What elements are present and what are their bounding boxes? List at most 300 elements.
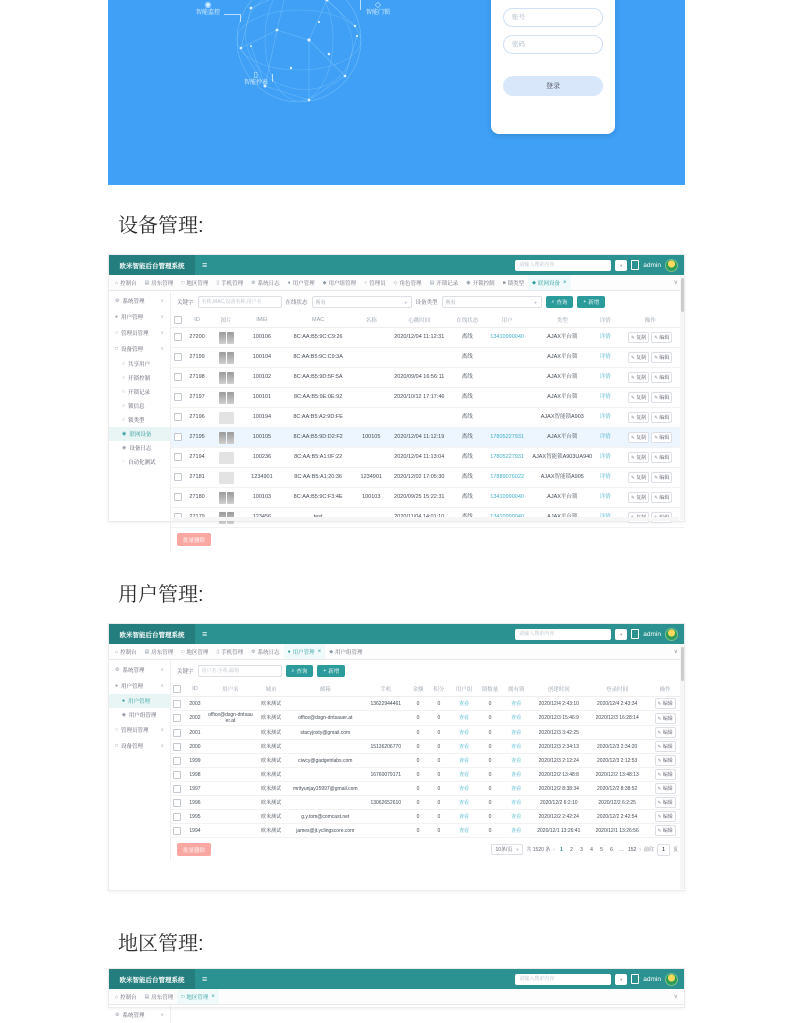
- search-icon: ⌕: [551, 298, 555, 305]
- sidebar-item[interactable]: ○ 开锁控制: [122, 375, 151, 382]
- connector-line: [272, 74, 273, 82]
- view-locks-link[interactable]: 查看: [503, 740, 530, 754]
- user-link[interactable]: [484, 348, 531, 368]
- chevron-down-icon[interactable]: ∨: [673, 280, 678, 286]
- edit-icon: ✎: [631, 335, 635, 340]
- scrollbar-thumb[interactable]: [681, 647, 684, 681]
- edit-icon: ✎: [657, 800, 662, 805]
- status-badge: 离线: [451, 368, 484, 388]
- copy-button[interactable]: ✎ 复制: [628, 492, 649, 503]
- user-group-icon: ◆: [322, 279, 327, 286]
- edit-button[interactable]: ✎ 编辑: [651, 372, 672, 383]
- user-icon: ●: [115, 683, 119, 689]
- nav-tab[interactable]: ⌂ 控制台: [115, 279, 137, 287]
- copy-button[interactable]: ✎ 复制: [628, 372, 649, 383]
- sidebar-item[interactable]: ○ 管理员管理 ∨: [115, 727, 164, 734]
- nav-tab[interactable]: ○ 管理员: [364, 279, 386, 287]
- user-link[interactable]: 13410990040: [484, 328, 531, 348]
- row-checkbox[interactable]: [173, 743, 181, 751]
- table-row[interactable]: 27180 100103 8C:AA:B5:9C:F3:4E 100103 2020/09/25 15:22:31 离线 13410990040 AJAX平台锁 详情 ✎ 复制 ✎ 编辑: [171, 488, 684, 508]
- device-image: [219, 472, 234, 484]
- lock-type-icon: ○: [122, 417, 126, 423]
- nav-tab[interactable]: ⌂ 控制台: [115, 648, 137, 656]
- global-search-input[interactable]: [515, 974, 611, 985]
- nav-tab[interactable]: ◉ 开锁控制: [466, 279, 495, 287]
- search-icon: ⌕: [291, 667, 295, 674]
- table-row[interactable]: 27196 100194 8C:AA:B5:A2:9D:FE 离线 AJAX智能锁A903 详情 ✎ 复制 ✎ 编辑: [171, 408, 684, 428]
- copy-button[interactable]: ✎ 复制: [628, 452, 649, 463]
- view-group-link[interactable]: 查看: [450, 740, 477, 754]
- landlord-icon: ▤: [144, 993, 150, 1000]
- document-icon[interactable]: [631, 629, 639, 639]
- edit-button[interactable]: ✎ 编辑: [655, 698, 676, 709]
- edit-button[interactable]: ✎ 编辑: [651, 332, 672, 343]
- add-button[interactable]: + 新增: [317, 665, 345, 677]
- login-button[interactable]: 登录: [503, 76, 603, 96]
- status-badge: 离线: [451, 448, 484, 468]
- table-row[interactable]: 1994 欧米测试 james@jt.yclingscore.com 0 0 查看 0 查看 2020/12/1 13:26:41 2020/12/1 13:26:56 ✎ 编辑: [171, 824, 684, 838]
- batch-delete-button[interactable]: 批量删除: [177, 843, 211, 856]
- select-all-checkbox[interactable]: [174, 316, 182, 324]
- user-management-screenshot: [108, 623, 685, 891]
- avatar[interactable]: [665, 973, 678, 986]
- sidebar-item[interactable]: ⚙ 系统管理 ∨: [115, 298, 164, 305]
- nav-tab[interactable]: ⌂ 控制台: [115, 993, 137, 1001]
- table-row[interactable]: 1997 欧米测试 mrityunjay15997@gmail.com 0 0 查看 0 查看 2020/12/2 8:38:34 2020/12/2 8:38:52 ✎ 编辑: [171, 782, 684, 796]
- sidebar-item[interactable]: ○ 开锁记录: [122, 389, 151, 396]
- status-badge: 离线: [451, 488, 484, 508]
- device-image: [219, 352, 234, 364]
- row-checkbox[interactable]: [174, 413, 182, 421]
- sidebar-item[interactable]: ○ 共享用户: [122, 361, 151, 368]
- phone-icon: ▯: [253, 70, 259, 79]
- detail-link[interactable]: 详情: [594, 368, 616, 388]
- table-row[interactable]: 27181 1234901 8C:AA:B5:A1:20:36 1234901 2020/12/02 17:05:30 离线 17889076022 AJAX智能锁A905 详情 ✎ 复制 ✎ 编辑: [171, 468, 684, 488]
- device-image: [219, 332, 234, 344]
- table-row[interactable]: 27197 100101 8C:AA:B5:9E:0E:92 2020/10/12 17:17:46 离线 AJAX平台锁 详情 ✎ 复制 ✎ 编辑: [171, 388, 684, 408]
- detail-link[interactable]: 详情: [594, 388, 616, 408]
- next-page-icon[interactable]: ›: [639, 846, 641, 853]
- sidebar-item[interactable]: ● 用户管理 ∨: [115, 314, 164, 321]
- edit-button[interactable]: ✎ 编辑: [655, 825, 676, 836]
- plus-icon: +: [583, 298, 587, 305]
- row-checkbox[interactable]: [173, 729, 181, 737]
- unlock-control-icon: ◉: [466, 279, 471, 286]
- nav-tab[interactable]: ● 用户管理: [287, 279, 315, 287]
- role-icon: ◇: [393, 279, 398, 286]
- page-number[interactable]: 1: [560, 846, 563, 853]
- row-checkbox[interactable]: [173, 813, 181, 821]
- edit-button[interactable]: ✎ 编辑: [651, 412, 672, 423]
- vertical-scrollbar[interactable]: [680, 276, 684, 520]
- edit-icon: ✎: [631, 415, 635, 420]
- device-image: [219, 492, 234, 504]
- nav-tab[interactable]: ▤ 开锁记录: [429, 279, 459, 287]
- scrollbar-thumb[interactable]: [681, 278, 684, 312]
- nav-tab[interactable]: ◆ 用户组管理: [329, 648, 363, 656]
- horizontal-scrollbar[interactable]: [172, 517, 679, 521]
- home-icon: ⌂: [115, 279, 119, 286]
- row-checkbox[interactable]: [174, 493, 182, 501]
- user-link[interactable]: 17805227931: [484, 428, 531, 448]
- hamburger-icon[interactable]: ≡: [202, 259, 208, 270]
- view-locks-link[interactable]: 查看: [503, 768, 530, 782]
- edit-button[interactable]: ✎ 编辑: [651, 492, 672, 503]
- table-row[interactable]: 27194 100236 8C:AA:B5:A1:0F:22 2020/12/04 11:13:04 离线 17805227931 AJAX智能锁A903UA940 详情 ✎ 复制 ✎ 编辑: [171, 448, 684, 468]
- chevron-down-icon[interactable]: ∨: [673, 649, 678, 655]
- row-checkbox[interactable]: [173, 771, 181, 779]
- row-checkbox[interactable]: [174, 393, 182, 401]
- chevron-icon: ∨: [160, 330, 164, 336]
- pagination: 10条/页 ▼ 共 1520 条 ‹ 1 2 3 4 5 6 … 152 › 前往 1 页: [491, 844, 678, 856]
- gear-icon: ⚙: [115, 1012, 120, 1018]
- document-icon[interactable]: [631, 974, 639, 984]
- close-icon[interactable]: ×: [563, 279, 567, 286]
- copy-button[interactable]: ✎ 复制: [628, 352, 649, 363]
- admin-icon: ○: [115, 727, 119, 733]
- row-checkbox[interactable]: [173, 714, 181, 722]
- row-checkbox[interactable]: [173, 700, 181, 708]
- edit-icon: ✎: [631, 475, 635, 480]
- row-checkbox[interactable]: [174, 373, 182, 381]
- top-navbar: [109, 255, 684, 275]
- network-device-icon: ◉: [122, 431, 127, 437]
- edit-icon: ✎: [654, 395, 658, 400]
- avatar[interactable]: [665, 628, 678, 641]
- user-link[interactable]: 17889076022: [484, 468, 531, 488]
- landlord-icon: ▤: [144, 279, 150, 286]
- detail-link[interactable]: 详情: [594, 448, 616, 468]
- plus-icon: +: [323, 667, 327, 674]
- user-icon: ●: [287, 648, 291, 655]
- chevron-down-icon[interactable]: ∨: [673, 994, 678, 1000]
- account-input[interactable]: [503, 8, 603, 27]
- chevron-icon: ∧: [160, 683, 164, 689]
- nav-tab[interactable]: □ 地区管理: [181, 279, 209, 287]
- view-group-link[interactable]: 查看: [450, 824, 477, 838]
- device-image: [219, 372, 234, 384]
- view-locks-link[interactable]: 查看: [503, 796, 530, 810]
- table-row[interactable]: 1995 欧米测试 g.y.tom@comcast.net 0 0 查看 0 查看 2020/12/2 2:42:24 2020/12/2 2:42:54 ✎ 编辑: [171, 810, 684, 824]
- edit-icon: ✎: [654, 335, 658, 340]
- copy-button[interactable]: ✎ 复制: [628, 432, 649, 443]
- share-user-icon: ○: [122, 361, 126, 367]
- row-checkbox[interactable]: [173, 799, 181, 807]
- table-row[interactable]: 27199 100104 8C:AA:B5:9C:C9:3A 离线 AJAX平台锁 详情 ✎ 复制 ✎ 编辑: [171, 348, 684, 368]
- edit-button[interactable]: ✎ 编辑: [655, 797, 676, 808]
- row-checkbox[interactable]: [174, 453, 182, 461]
- table-row[interactable]: 1996 欧米测试 13062652610 0 0 查看 0 查看 2020/12/2 6:2:10 2020/12/2 6:2:25 ✎ 编辑: [171, 796, 684, 810]
- view-group-link[interactable]: 查看: [450, 768, 477, 782]
- page-number[interactable]: 6: [610, 846, 613, 853]
- close-icon[interactable]: ×: [317, 648, 322, 655]
- hero-label-doorlock: ◇ 智能门锁: [366, 0, 391, 17]
- region-icon: □: [181, 279, 185, 286]
- edit-icon: ✎: [657, 786, 662, 791]
- add-button[interactable]: + 新增: [577, 296, 605, 308]
- vertical-scrollbar[interactable]: [680, 645, 684, 889]
- edit-button[interactable]: ✎ 编辑: [651, 352, 672, 363]
- row-checkbox[interactable]: [173, 757, 181, 765]
- edit-button[interactable]: ✎ 编辑: [651, 432, 672, 443]
- sidebar-item[interactable]: ○ 锁信息: [122, 403, 145, 410]
- view-group-link[interactable]: 查看: [450, 711, 477, 726]
- device-type-select[interactable]: 所有 ▼: [442, 296, 542, 308]
- user-link[interactable]: [484, 408, 531, 428]
- edit-button[interactable]: ✎ 编辑: [655, 783, 676, 794]
- sidebar-item[interactable]: ○ 管理员管理 ∨: [115, 330, 164, 337]
- sidebar: [109, 291, 171, 551]
- edit-button[interactable]: ✎ 编辑: [655, 755, 676, 766]
- copy-button[interactable]: ✎ 复制: [628, 332, 649, 343]
- search-scope-dropdown[interactable]: [615, 974, 627, 985]
- view-group-link[interactable]: 查看: [450, 754, 477, 768]
- nav-tab[interactable]: ● 用户管理 ×: [284, 644, 326, 659]
- status-badge: 离线: [451, 468, 484, 488]
- user-group-icon: ◆: [122, 712, 126, 718]
- device-icon: □: [115, 346, 119, 352]
- sidebar-item[interactable]: □ 设备管理 ∧: [115, 346, 164, 353]
- nav-tab[interactable]: ▤ 房东管理: [144, 993, 174, 1001]
- edit-icon: ✎: [631, 495, 635, 500]
- edit-icon: ✎: [654, 495, 658, 500]
- region-icon: □: [181, 993, 185, 1000]
- gear-icon: ⚙: [115, 667, 120, 673]
- table-row[interactable]: 27195 100105 8C:AA:B5:9D:D2:F2 100105 2020/12/04 11:12:19 离线 17805227931 AJAX平台锁 详情 ✎ 复制 ✎ 编辑: [171, 428, 684, 448]
- global-search-input[interactable]: [515, 629, 611, 640]
- user-table: [171, 682, 684, 838]
- edit-icon: ✎: [631, 455, 635, 460]
- admin-icon: ○: [364, 279, 368, 286]
- user-link[interactable]: [484, 368, 531, 388]
- sidebar-item[interactable]: ◌ 自动化测试: [122, 459, 156, 466]
- sidebar-item[interactable]: ● 用户管理 ∧: [115, 683, 164, 690]
- sidebar-item[interactable]: □ 设备管理 ∨: [115, 743, 164, 750]
- page-number[interactable]: 2: [570, 846, 573, 853]
- unlock-control-icon: ○: [122, 375, 126, 381]
- dropdown-arrow-icon: ▼: [403, 299, 408, 305]
- row-checkbox[interactable]: [173, 785, 181, 793]
- view-locks-link[interactable]: 查看: [503, 697, 530, 711]
- nav-tab[interactable]: ■ 锁类型: [502, 279, 525, 287]
- search-button[interactable]: ⌕ 查询: [546, 296, 574, 308]
- edit-icon: ✎: [657, 758, 662, 763]
- sidebar-item[interactable]: ● 用户管理: [109, 694, 170, 708]
- global-search-input[interactable]: [515, 260, 611, 271]
- sidebar-item[interactable]: ◉ 设备日志: [122, 445, 152, 452]
- sidebar-item[interactable]: ◆ 用户组管理: [122, 712, 157, 719]
- device-image: [219, 452, 234, 464]
- view-locks-link[interactable]: 查看: [503, 711, 530, 726]
- tab-bar: [109, 989, 684, 1005]
- keyword-input[interactable]: [198, 296, 282, 308]
- tab-bar: [109, 275, 684, 291]
- view-locks-link[interactable]: 查看: [503, 726, 530, 740]
- user-link[interactable]: [484, 388, 531, 408]
- status-badge: 离线: [451, 408, 484, 428]
- edit-icon: ✎: [654, 415, 658, 420]
- edit-button[interactable]: ✎ 编辑: [651, 472, 672, 483]
- detail-link[interactable]: 详情: [594, 328, 616, 348]
- edit-icon: ✎: [657, 701, 662, 706]
- edit-button[interactable]: ✎ 编辑: [651, 452, 672, 463]
- page-number[interactable]: 152: [627, 846, 637, 853]
- page-number[interactable]: 4: [590, 846, 593, 853]
- hamburger-icon[interactable]: ≡: [202, 628, 208, 639]
- hamburger-icon[interactable]: ≡: [202, 973, 208, 984]
- region-section-heading: 地区管理:: [118, 933, 204, 955]
- chevron-icon: ∨: [160, 743, 164, 749]
- edit-button[interactable]: ✎ 编辑: [655, 713, 676, 724]
- edit-icon: ✎: [631, 355, 635, 360]
- status-badge: 离线: [451, 348, 484, 368]
- nav-tab[interactable]: ◆ 用户组管理: [322, 279, 357, 287]
- sidebar-item[interactable]: ⚙ 系统管理 ∨: [115, 1012, 164, 1019]
- page-size-select[interactable]: 10条/页 ▼: [491, 844, 523, 855]
- nav-tab[interactable]: ▤ 房东管理: [144, 279, 174, 287]
- device-icon: □: [115, 743, 119, 749]
- edit-icon: ✎: [657, 715, 662, 721]
- edit-button[interactable]: ✎ 编辑: [655, 811, 676, 822]
- edit-button[interactable]: ✎ 编辑: [655, 741, 676, 752]
- sidebar-item[interactable]: ◉ 联网设备: [109, 427, 170, 441]
- log-icon: ⚙: [251, 279, 256, 286]
- nav-tab[interactable]: ◇ 角色管理: [393, 279, 422, 287]
- table-row[interactable]: 1999 欧米测试 ciwcy@gadgetrlabs.com 0 0 查看 0 查看 2020/12/3 2:12:24 2020/12/3 2:12:53 ✎ 编辑: [171, 754, 684, 768]
- edit-button[interactable]: ✎ 编辑: [655, 727, 676, 738]
- table-row[interactable]: 2001 欧米测试 stacyjosty@gmail.com 0 0 查看 0 查看 2020/12/3 3:42:25 ✎ 编辑: [171, 726, 684, 740]
- filter-bar: 关键字 用户名,手机,邮箱 ⌕ 查询 + 新增: [171, 660, 684, 682]
- nav-tab[interactable]: ▯ 手机管理: [216, 279, 244, 287]
- view-group-link[interactable]: 查看: [450, 726, 477, 740]
- current-username[interactable]: admin: [643, 630, 661, 638]
- edit-icon: ✎: [657, 730, 662, 735]
- view-group-link[interactable]: 查看: [450, 810, 477, 824]
- view-locks-link[interactable]: 查看: [503, 754, 530, 768]
- copy-button[interactable]: ✎ 复制: [628, 412, 649, 423]
- view-group-link[interactable]: 查看: [450, 697, 477, 711]
- keyword-input[interactable]: [198, 665, 282, 677]
- brand-title: 欧米智能后台管理系统: [109, 624, 195, 644]
- wireframe-globe: [231, 0, 367, 114]
- edit-button[interactable]: ✎ 编辑: [655, 769, 676, 780]
- row-checkbox[interactable]: [174, 433, 182, 441]
- search-button[interactable]: ⌕ 查询: [286, 665, 314, 677]
- select-all-checkbox[interactable]: [173, 685, 181, 693]
- password-input[interactable]: [503, 35, 603, 54]
- row-checkbox[interactable]: [174, 473, 182, 481]
- table-row[interactable]: 2000 欧米测试 15136206770 0 0 查看 0 查看 2020/12/3 2:34:13 2020/12/3 2:34:20 ✎ 编辑: [171, 740, 684, 754]
- row-checkbox[interactable]: [174, 353, 182, 361]
- detail-link[interactable]: 详情: [594, 408, 616, 428]
- status-badge: 离线: [451, 328, 484, 348]
- table-header-row: ID 用户名 城市 邮箱 手机 金额 积分 用户组 锁数量 拥有锁 创建时间 登录时间 操作: [171, 682, 684, 697]
- search-scope-dropdown[interactable]: [615, 629, 627, 640]
- detail-link[interactable]: 详情: [594, 488, 616, 508]
- current-username[interactable]: admin: [643, 975, 661, 983]
- connector-line: [360, 0, 361, 10]
- page-number[interactable]: 5: [600, 846, 603, 853]
- detail-link[interactable]: 详情: [594, 428, 616, 448]
- nav-tab[interactable]: □ 地区管理: [181, 648, 209, 656]
- edit-button[interactable]: ✎ 编辑: [651, 392, 672, 403]
- chevron-icon: ∨: [160, 314, 164, 320]
- status-badge: 离线: [451, 428, 484, 448]
- search-scope-dropdown[interactable]: [615, 260, 627, 271]
- unlock-record-icon: ○: [122, 389, 126, 395]
- user-icon: ●: [287, 279, 291, 286]
- sidebar: [109, 1005, 171, 1023]
- user-link[interactable]: 17805227931: [484, 448, 531, 468]
- edit-icon: ✎: [654, 355, 658, 360]
- detail-link[interactable]: 详情: [594, 468, 616, 488]
- view-group-link[interactable]: 查看: [450, 782, 477, 796]
- auto-test-icon: ◌: [122, 459, 125, 465]
- copy-button[interactable]: ✎ 复制: [628, 392, 649, 403]
- view-locks-link[interactable]: 查看: [503, 810, 530, 824]
- table-row[interactable]: 2003 欧米测试 13622944461 0 0 查看 0 查看 2020/12/4 2:43:10 2020/12/4 2:43:34 ✎ 编辑: [171, 697, 684, 711]
- row-checkbox[interactable]: [173, 827, 181, 835]
- page-number[interactable]: …: [618, 846, 624, 853]
- log-icon: ⚙: [251, 648, 256, 655]
- chevron-icon: ∨: [160, 667, 164, 673]
- login-card: [491, 0, 615, 134]
- nav-tab[interactable]: ⚙ 系统日志: [251, 279, 280, 287]
- sidebar-item[interactable]: ○ 锁类型: [122, 417, 145, 424]
- close-icon[interactable]: ×: [211, 993, 215, 1000]
- phone-icon: ▯: [216, 279, 220, 286]
- table-row[interactable]: 2002 office@dsgn-dntsauer.at 欧米测试 office@dsgn-dntsauer.at 0 0 查看 0 查看 2020/12/3 15:46:9 2020/12/3 16:28:14 ✎ 编辑: [171, 711, 684, 726]
- user-section-heading: 用户管理:: [118, 584, 204, 606]
- camera-icon: ◉: [204, 0, 212, 9]
- batch-delete-button[interactable]: 批量删除: [177, 533, 211, 546]
- view-locks-link[interactable]: 查看: [503, 824, 530, 838]
- dropdown-arrow-icon: ▼: [619, 262, 624, 268]
- nav-tab[interactable]: □ 地区管理 ×: [177, 989, 219, 1004]
- device-image: [219, 392, 234, 404]
- copy-button[interactable]: ✎ 复制: [628, 472, 649, 483]
- page-number[interactable]: 3: [580, 846, 583, 853]
- device-section-heading: 设备管理:: [118, 215, 204, 237]
- row-checkbox[interactable]: [174, 333, 182, 341]
- avatar[interactable]: [665, 259, 678, 272]
- document-icon[interactable]: [631, 260, 639, 270]
- dropdown-arrow-icon: ▼: [533, 299, 538, 305]
- sidebar-item[interactable]: ⚙ 系统管理 ∨: [115, 667, 164, 674]
- nav-tab[interactable]: ⚙ 系统日志: [251, 648, 280, 656]
- home-icon: ⌂: [115, 648, 119, 655]
- prev-page-icon[interactable]: ‹: [553, 846, 555, 853]
- table-row[interactable]: 27198 100102 8C:AA:B5:9D:5F:5A 2020/09/04 16:56:11 离线 AJAX平台锁 详情 ✎ 复制 ✎ 编辑: [171, 368, 684, 388]
- tab-bar: [109, 644, 684, 660]
- nav-tab[interactable]: ◆ 联网设备 ×: [528, 275, 570, 290]
- view-group-link[interactable]: 查看: [450, 796, 477, 810]
- dropdown-arrow-icon: ▼: [619, 631, 624, 637]
- nav-tab[interactable]: ▤ 房东管理: [144, 648, 174, 656]
- table-row[interactable]: 27200 100106 8C:AA:B5:9C:C9:26 2020/12/04 11:12:31 离线 13410990040 AJAX平台锁 详情 ✎ 复制 ✎ 编辑: [171, 328, 684, 348]
- detail-link[interactable]: 详情: [594, 348, 616, 368]
- edit-icon: ✎: [654, 475, 658, 480]
- user-link[interactable]: 13410990040: [484, 488, 531, 508]
- edit-icon: ✎: [631, 375, 635, 380]
- current-username[interactable]: admin: [643, 261, 661, 269]
- top-navbar: [109, 624, 684, 644]
- goto-page-input[interactable]: [657, 844, 670, 856]
- table-row[interactable]: 1998 欧米测试 16760079171 0 0 查看 0 查看 2020/12/2 13:48:8 2020/12/2 13:48:13 ✎ 编辑: [171, 768, 684, 782]
- nav-tab[interactable]: ▯ 手机管理: [216, 648, 244, 656]
- view-locks-link[interactable]: 查看: [503, 782, 530, 796]
- online-status-select[interactable]: 所有 ▼: [312, 296, 412, 308]
